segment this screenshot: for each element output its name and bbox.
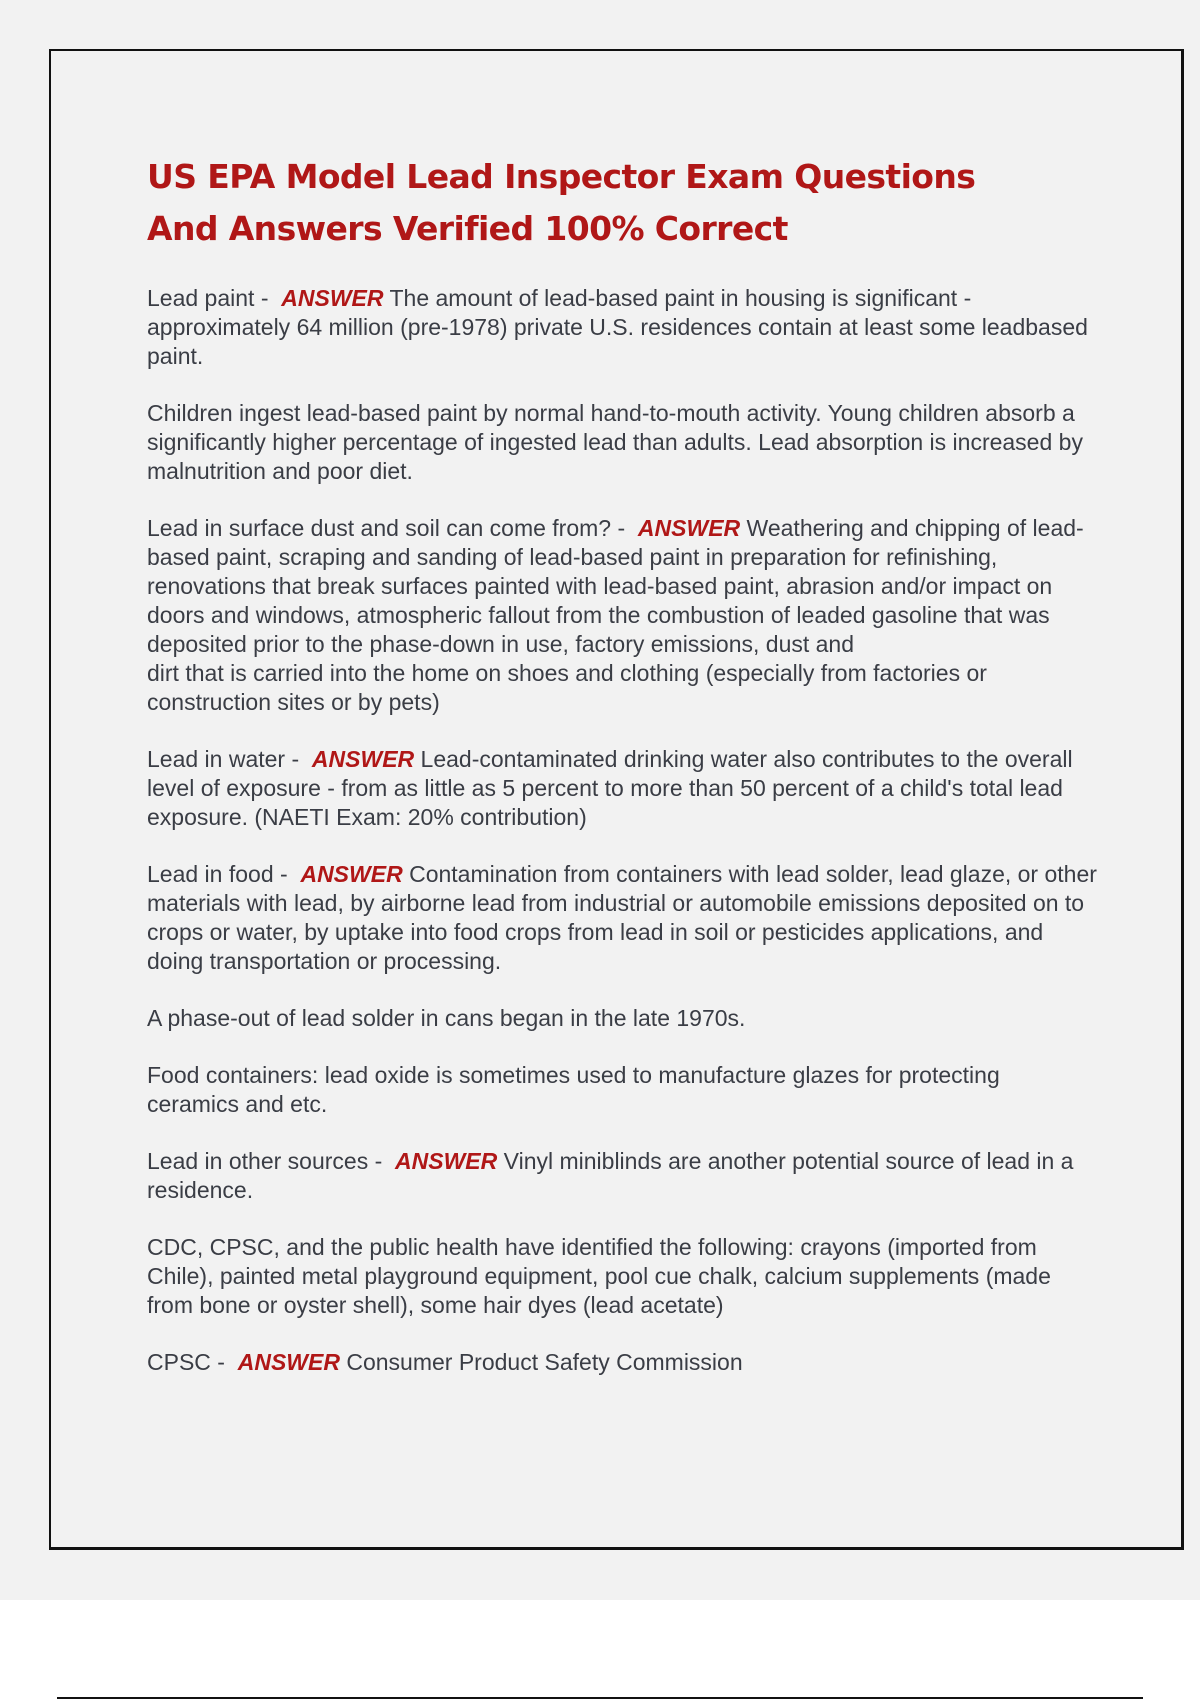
document-body (147, 284, 1097, 1405)
qa-entry-other-sources (147, 1147, 1097, 1205)
question-text: Lead in food - (147, 861, 288, 887)
answer-text-continued: dirt that is carried into the home on shoes and clothing (especially from factories or construction sites or by pets) (147, 660, 987, 715)
note-children-ingest: Children ingest lead-based paint by normal hand-to-mouth activity. Young children absorb a significantly higher percentage of ingested lead than adults. Lead absorption is increased by malnutrition and poor diet. (147, 400, 1083, 484)
note-phase-out: A phase-out of lead solder in cans began in the late 1970s. (147, 1005, 746, 1031)
question-text: Lead paint - (147, 285, 269, 311)
document-title: US EPA Model Lead Inspector Exam Questions And Answers Verified 100% Correct (147, 157, 976, 248)
footer-divider (57, 1697, 1143, 1699)
answer-label: ANSWER (395, 1148, 498, 1174)
qa-entry-lead-paint (147, 284, 1097, 371)
answer-text: Lead-contaminated drinking water also contributes to the overall level of exposure - from as little as 5 percent to more than 50 percent of a child's total lead exposure. (NAETI Exam: 20% contribution) (147, 746, 1073, 830)
qa-entry-lead-in-food (147, 860, 1097, 976)
question-text: Lead in other sources - (147, 1148, 383, 1174)
answer-text: Weathering and chipping of lead-based paint, scraping and sanding of lead-based paint in preparation for refinishing, renovations that break surfaces painted with lead-based paint, abrasion and/or impact on doors and windows, atmospheric fallout from the combustion of leaded gasoline that was deposited prior to the phase-down in use, factory emissions, dust and (147, 515, 1084, 657)
question-text: Lead in surface dust and soil can come from? - (147, 515, 626, 541)
answer-text: Consumer Product Safety Commission (346, 1349, 743, 1375)
qa-entry-surface-dust (147, 514, 1097, 717)
answer-label: ANSWER (637, 515, 741, 541)
answer-label: ANSWER (311, 746, 415, 772)
answer-text: The amount of lead-based paint in housing is significant - approximately 64 million (pre-1978) private U.S. residences contain at least some leadbased paint. (147, 285, 1088, 369)
answer-label: ANSWER (281, 285, 384, 311)
note-cdc-cpsc: CDC, CPSC, and the public health have identified the following: crayons (imported from Chile), painted metal playground equipment, pool cue chalk, calcium supplements (made from bone or oyster shell), some hair dyes (lead acetate) (147, 1234, 1051, 1318)
question-text: Lead in water - (147, 746, 300, 772)
answer-label: ANSWER (300, 861, 403, 887)
answer-text: Contamination from containers with lead solder, lead glaze, or other materials with lead, by airborne lead from industrial or automobile emissions deposited on to crops or water, by uptake into food crops from lead in soil or pesticides applications, and doing transportation or processing. (147, 861, 1097, 974)
document-page (49, 49, 1184, 1550)
answer-label: ANSWER (237, 1349, 340, 1375)
qa-entry-cpsc (147, 1348, 1097, 1377)
answer-text: Vinyl miniblinds are another potential source of lead in a residence. (147, 1148, 1074, 1203)
note-food-containers: Food containers: lead oxide is sometimes used to manufacture glazes for protecting ceramics and etc. (147, 1062, 1000, 1117)
question-text: CPSC - (147, 1349, 225, 1375)
qa-entry-lead-in-water (147, 745, 1097, 832)
